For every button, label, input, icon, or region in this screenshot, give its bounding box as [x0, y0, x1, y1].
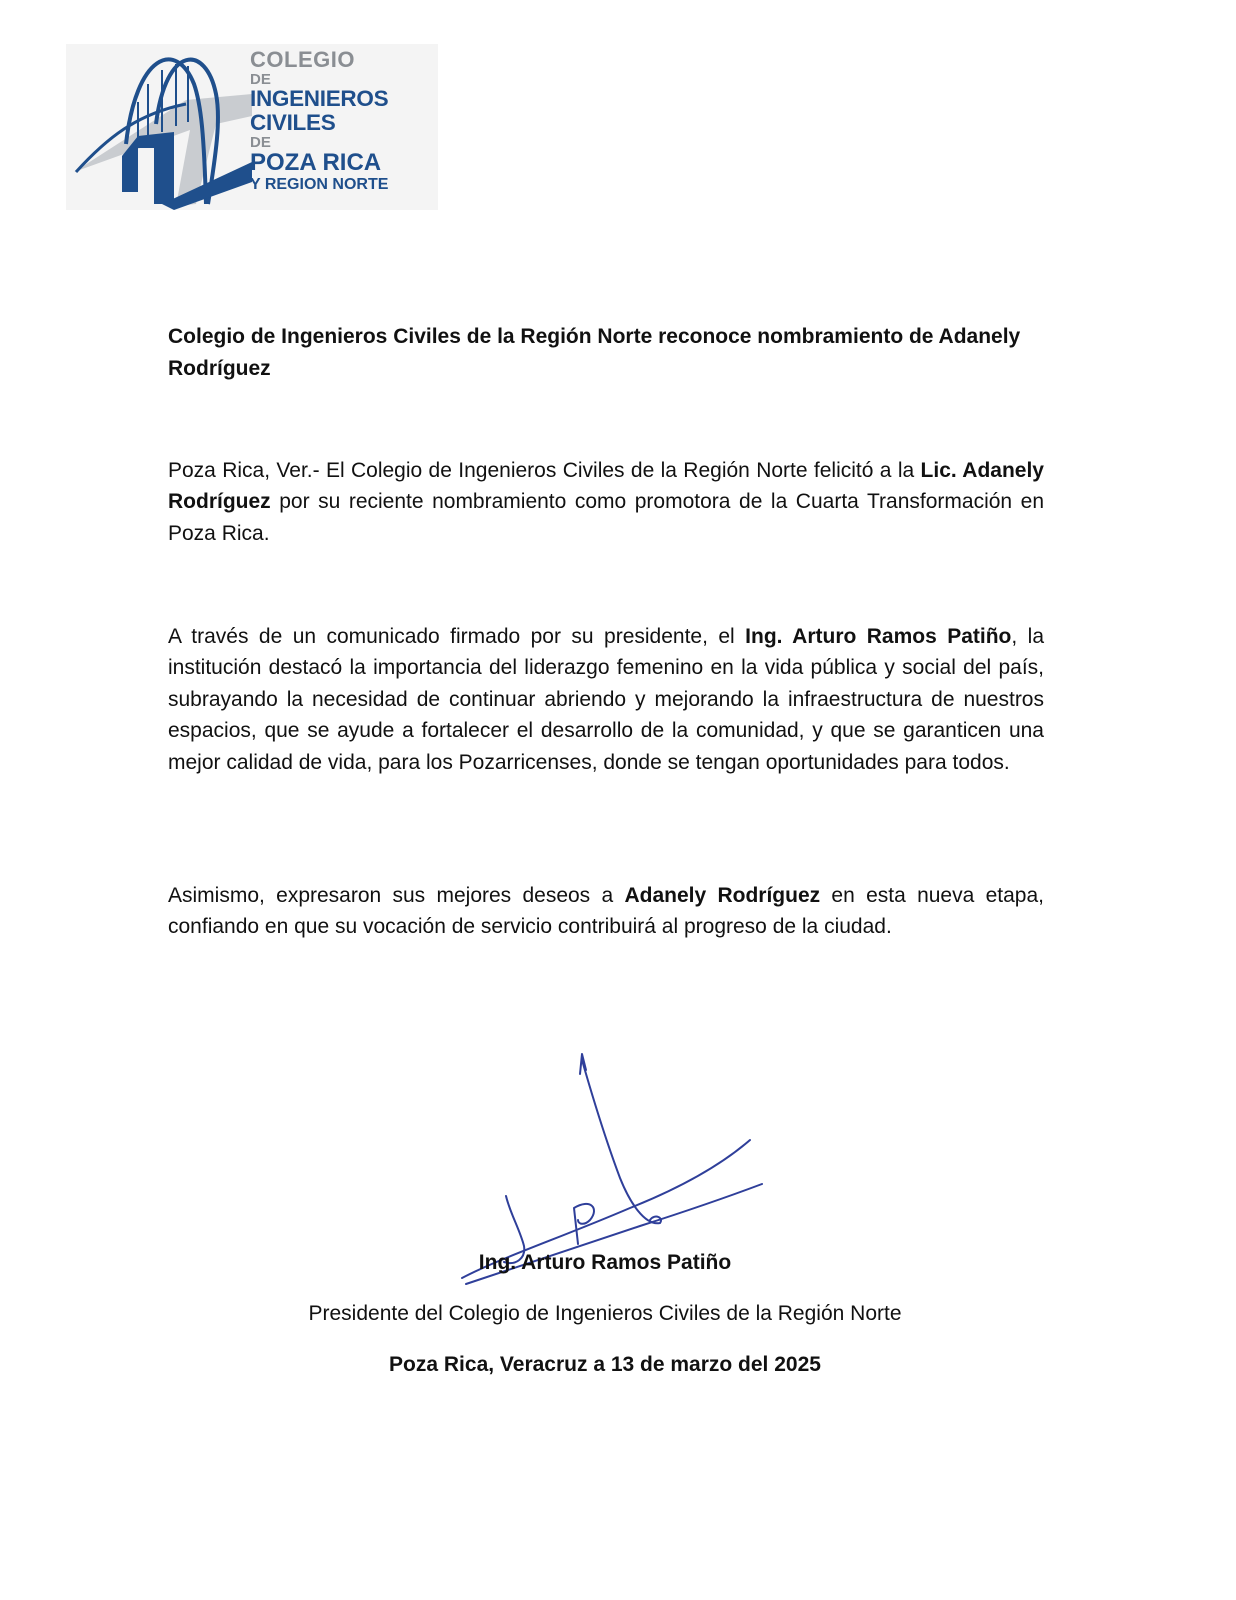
paragraph-3 [168, 880, 1044, 943]
document-title: Colegio de Ingenieros Civiles de la Región Norte reconoce nombramiento de Adanely Rodríguez [168, 325, 1021, 380]
logo-line: CIVILES [250, 109, 336, 135]
bridge-logo-icon [66, 44, 256, 210]
bold-name: Adanely Rodríguez [624, 884, 821, 907]
paragraph-1 [168, 455, 1044, 549]
signer-role: Presidente del Colegio de Ingenieros Civiles de la Región Norte [308, 1302, 902, 1325]
paragraph-text: Poza Rica, Ver.- El Colegio de Ingenieros Civiles de la Región Norte felicitó a la [168, 459, 921, 482]
paragraph-text: por su reciente nombramiento como promotora de la Cuarta Transformación en Poza Rica. [168, 490, 1044, 545]
bold-name: Lic. Adanely Rodríguez [168, 459, 1044, 514]
place-and-date: Poza Rica, Veracruz a 13 de marzo del 2025 [389, 1353, 821, 1376]
paragraph-text: Asimismo, expresaron sus mejores deseos a [168, 884, 625, 907]
logo-line: INGENIEROS [250, 86, 389, 111]
paragraph-text: en esta nueva etapa, confiando en que su vocación de servicio contribuirá al progreso de la ciudad. [168, 884, 1044, 939]
logo-line: Y REGION NORTE [250, 176, 389, 193]
bold-name: Ing. Arturo Ramos Patiño [745, 625, 1012, 648]
logo-text [250, 46, 436, 193]
signer-name: Ing. Arturo Ramos Patiño [478, 1251, 732, 1274]
logo-line: COLEGIO [250, 47, 355, 72]
paragraph-text: , la institución destacó la importancia del liderazgo femenino en la vida pública y social del país, subrayando la necesidad de continuar abriendo y mejorando la infraestructura de nuestros espacios, que se ayude a fortalecer el desarrollo de la comunidad, y que se garanticen una mejor calidad de vida, para los Pozarricenses, donde se tengan oportunidades para todos. [168, 625, 1045, 774]
paragraph-text: A través de un comunicado firmado por su presidente, el [168, 625, 746, 648]
institution-logo [66, 44, 438, 210]
logo-line: DE [250, 134, 271, 151]
logo-line: DE [250, 71, 271, 88]
logo-line: POZA RICA [250, 149, 382, 176]
paragraph-2 [168, 621, 1044, 778]
